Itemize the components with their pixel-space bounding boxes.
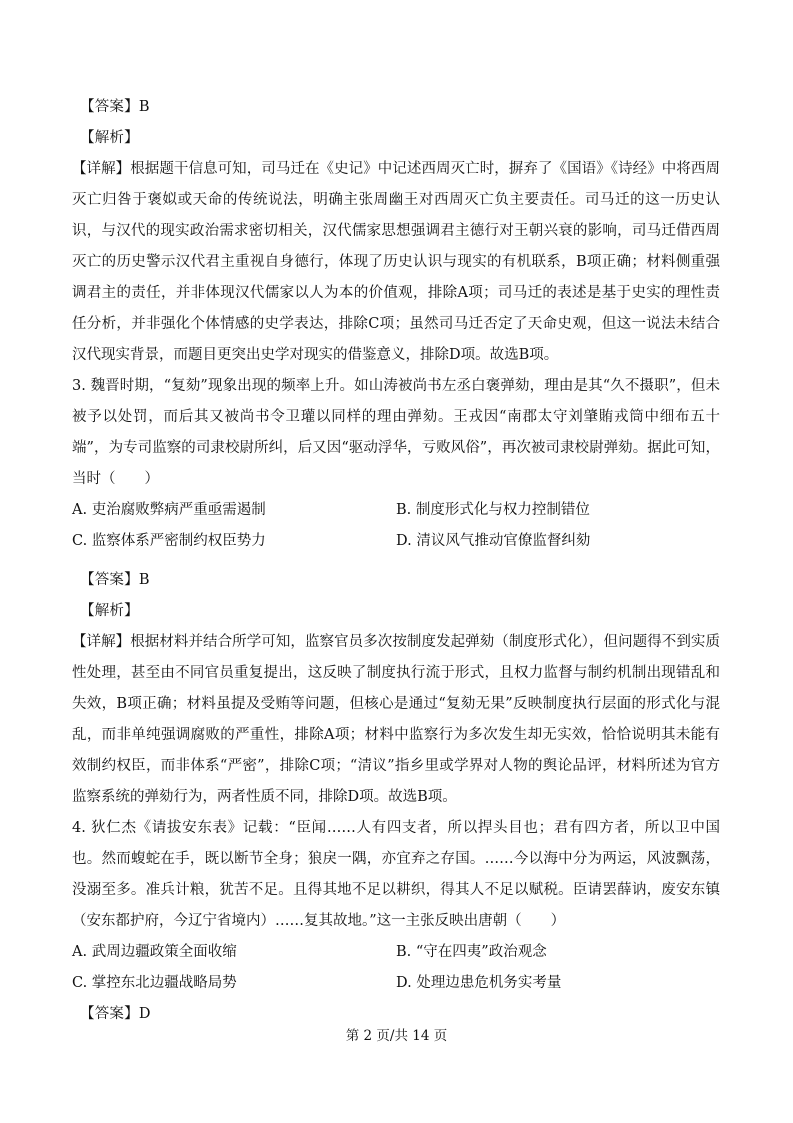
answer-value: B — [138, 572, 150, 588]
option-a: A. 武周边疆政策全面收缩 — [72, 944, 237, 960]
answer-line — [72, 565, 720, 596]
detail-tag: 【详解】 — [72, 161, 131, 177]
option-c: C. 掌控东北边疆战略局势 — [72, 975, 237, 991]
detail-paragraph — [72, 154, 720, 371]
detail-text: 根据材料并结合所学可知，监察官员多次按制度发起弹劾（制度形式化），但问题得不到实质性处理，甚至由不同官员重复提出，这反映了制度执行流于形式，且权力监督与制约机制出现错乱和失效，B项正确；材料虽提及受贿等问题，但核心是通过“复劾无果”反映制度执行层面的形式化与混乱，而非单纯强调腐败的严重性，排除A项；材料中监察行为多次发生却无实效，恰恰说明其未能有效制约权臣，而非体系“严密”，排除C项；“清议”指乡里或学界对人物的舆论品评，材料所述为官方监察系统的弹劾行为，两者性质不同，排除D项。故选B项。 — [72, 634, 720, 805]
option-b: B. “守在四夷”政治观念 — [396, 944, 547, 960]
option-d: D. 处理边患危机务实考量 — [396, 975, 562, 991]
answer-tag: 【答案】 — [80, 572, 139, 588]
question-4-options-row-2 — [72, 968, 720, 999]
option-c: C. 监察体系严密制约权臣势力 — [72, 533, 266, 549]
question-3-options-row-2 — [72, 526, 720, 557]
question-4-stem: 4. 狄仁杰《请拔安东表》记载：“臣闻……人有四支者，所以捍头目也；君有四方者，所以卫中国也。然而蝮蛇在手，既以断节全身；狼戾一隅，亦宜弃之存国。……今以海中分为两运，风波飘荡，没溺至多。准兵计粮，犹苦不足。且得其地不足以耕织，得其人不足以赋税。臣请罢薛讷，废安东镇（安东都护府，今辽宁省境内）……复其故地。”这一主张反映出唐朝（ ） — [72, 820, 720, 929]
detail-text: 根据题干信息可知，司马迁在《史记》中记述西周灭亡时，摒弃了《国语》《诗经》中将西周灭亡归咎于褒姒或天命的传统说法，明确主张周幽王对西周灭亡负主要责任。司马迁的这一历史认识，与汉代的现实政治需求密切相关，汉代儒家思想强调君主德行对王朝兴衰的影响，司马迁借西周灭亡的历史警示汉代君主重视自身德行，体现了历史认识与现实的有机联系，B项正确；材料侧重强调君主的责任，并非体现汉代儒家以人为本的价值观，排除A项；司马迁的表述是基于史实的理性责任分析，并非强化个体情感的史学表达，排除C项；虽然司马迁否定了天命史观，但这一说法未结合汉代现实背景，而题目更突出史学对现实的借鉴意义，排除D项。故选B项。 — [72, 161, 720, 363]
answer-tag: 【答案】 — [80, 99, 139, 115]
question-4-options-row-1 — [72, 937, 720, 968]
answer-value: D — [138, 1006, 151, 1022]
question-3-options-row-1 — [72, 495, 720, 526]
detail-paragraph — [72, 627, 720, 813]
option-b: B. 制度形式化与权力控制错位 — [396, 502, 590, 518]
answer-line — [72, 92, 720, 123]
analysis-tag-text: 【解析】 — [80, 603, 139, 619]
page-footer: 第 2 页/共 14 页 — [345, 1028, 448, 1044]
detail-tag: 【详解】 — [72, 634, 131, 650]
option-d: D. 清议风气推动官僚监督纠劾 — [396, 533, 591, 549]
question-3-stem: 3. 魏晋时期，“复劾”现象出现的频率上升。如山涛被尚书左丞白褒弹劾，理由是其“久不摄职”，但未被予以处罚，而后其又被尚书令卫瓘以同样的理由弹劾。王戎因“南郡太守刘肇賄戎筒中细布五十端”，为专司监察的司隶校尉所纠，后又因“驱动浮华，亏败风俗”，再次被司隶校尉弹劾。据此可知，当时（ ） — [72, 378, 720, 487]
answer-tag: 【答案】 — [80, 1006, 139, 1022]
analysis-tag-text: 【解析】 — [80, 130, 139, 146]
analysis-tag — [72, 596, 720, 627]
answer-value: B — [138, 99, 150, 115]
page-content — [72, 92, 720, 1030]
option-a: A. 吏治腐败弊病严重亟需遏制 — [72, 502, 266, 518]
analysis-tag — [72, 123, 720, 154]
